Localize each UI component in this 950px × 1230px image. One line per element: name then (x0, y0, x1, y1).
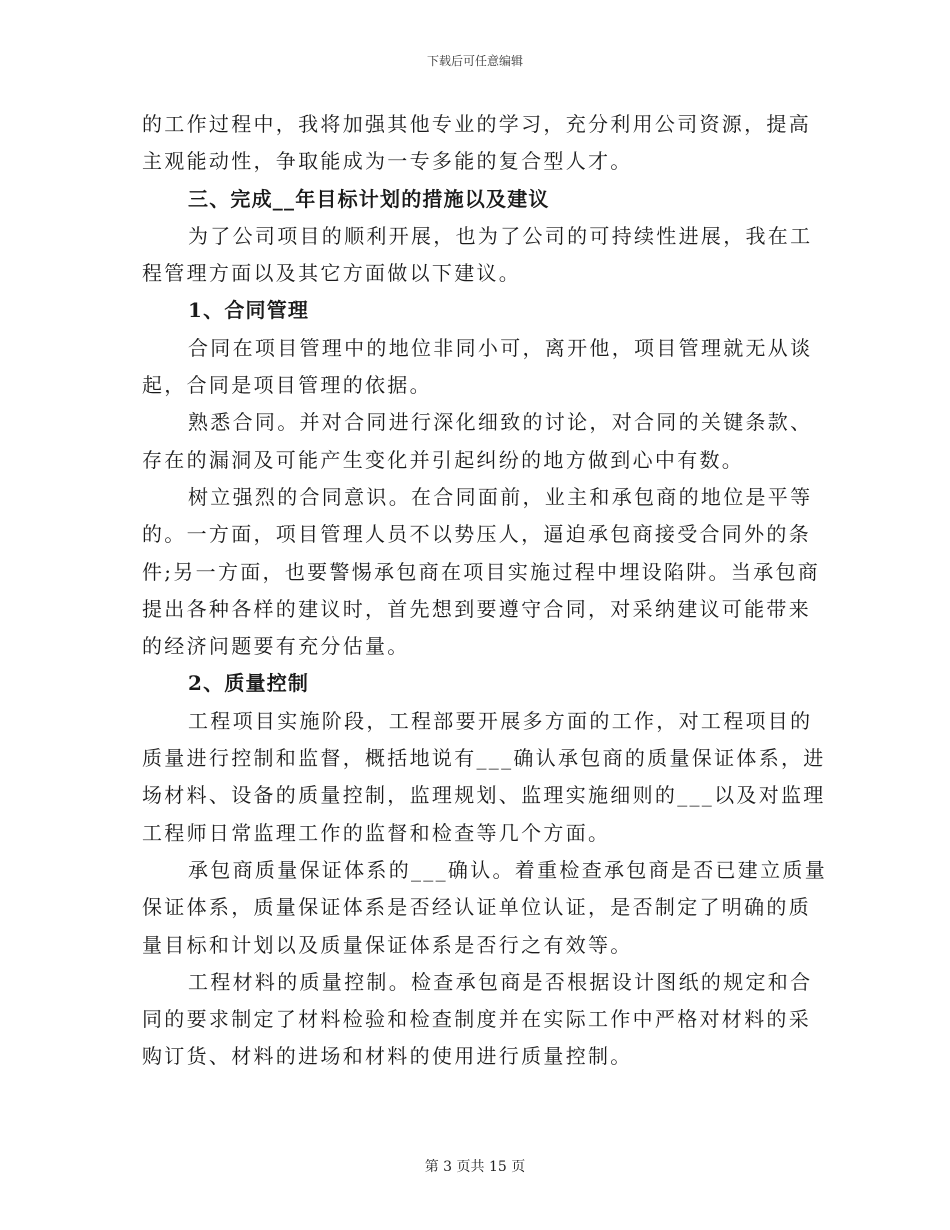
paragraph-line: 合同在项目管理中的地位非同小可，离开他，项目管理就无从谈 (188, 335, 813, 360)
paragraph-line: 工程材料的质量控制。检查承包商是否根据设计图纸的规定和合 (188, 969, 813, 994)
paragraph-line: 质量进行控制和监督，概括地说有___确认承包商的质量保证体系，进 (142, 746, 826, 771)
page-header: 下载后可任意编辑 (426, 54, 523, 68)
paragraph-line: 工程师日常监理工作的监督和检查等几个方面。 (142, 820, 611, 845)
paragraph-line: 起，合同是项目管理的依据。 (142, 373, 432, 398)
paragraph-line: 件;另一方面，也要警惕承包商在项目实施过程中埋设陷阱。当承包商 (142, 559, 821, 584)
document-body (142, 106, 827, 1076)
paragraph-line: 的工作过程中，我将加强其他专业的学习，充分利用公司资源，提高 (142, 112, 811, 136)
paragraph-line: 树立强烈的合同意识。在合同面前，业主和承包商的地位是平等 (188, 484, 813, 509)
paragraph-line: 购订货、材料的进场和材料的使用进行质量控制。 (142, 1044, 633, 1069)
section-heading: 2、质量控制 (188, 671, 310, 696)
paragraph-line: 主观能动性，争取能成为一专多能的复合型人才。 (142, 149, 633, 174)
paragraph-line: 场材料、设备的质量控制，监理规划、监理实施细则的___以及对监理 (142, 783, 826, 808)
paragraph-line: 工程项目实施阶段，工程部要开展多方面的工作，对工程项目的 (188, 708, 813, 733)
section-heading: 1、合同管理 (188, 298, 310, 323)
paragraph-line: 的经济问题要有充分估量。 (142, 634, 410, 659)
section-heading: 三、完成__年目标计划的措施以及建议 (188, 186, 550, 211)
paragraph-line: 同的要求制定了材料检验和检查制度并在实际工作中严格对材料的采 (142, 1007, 811, 1032)
paragraph-line: 提出各种各样的建议时，首先想到要遵守合同，对采纳建议可能带来 (142, 596, 811, 621)
paragraph-line: 保证体系，质量保证体系是否经认证单位认证，是否制定了明确的质 (142, 895, 811, 920)
paragraph-line: 的。一方面，项目管理人员不以势压人，逼迫承包商接受合同外的条 (142, 522, 811, 547)
paragraph-line: 熟悉合同。并对合同进行深化细致的讨论，对合同的关键条款、 (188, 410, 813, 435)
paragraph-line: 存在的漏洞及可能产生变化并引起纠纷的地方做到心中有数。 (142, 447, 745, 472)
paragraph-line: 为了公司项目的顺利开展，也为了公司的可持续性进展，我在工 (188, 223, 813, 248)
paragraph-line: 承包商质量保证体系的___确认。着重检查承包商是否已建立质量 (188, 857, 827, 882)
paragraph-line: 程管理方面以及其它方面做以下建议。 (142, 261, 522, 286)
page-number-footer: 第 3 页共 15 页 (424, 1159, 526, 1175)
paragraph-line: 量目标和计划以及质量保证体系是否行之有效等。 (142, 932, 633, 957)
